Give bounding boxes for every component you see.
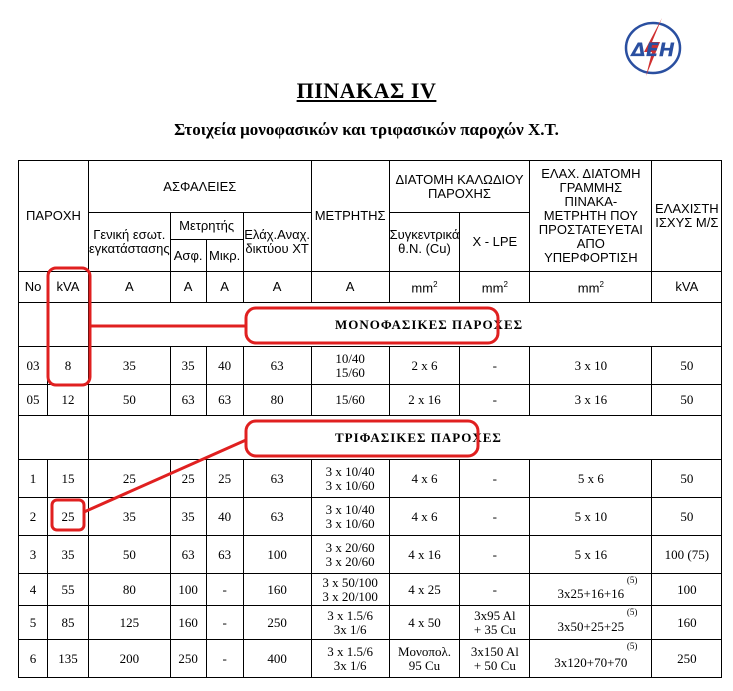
table-row: 3 35 50 63 63 100 3 x 20/60 3 x 20/60 4 x 16 - 5 x 16 100 (75) [19, 536, 722, 574]
table-row: 03 8 35 35 40 63 10/40 15/60 2 x 6 - 3 x 10 50 [19, 347, 722, 385]
section-single-phase: ΜΟΝΟΦΑΣΙΚΕΣ ΠΑΡΟΧΕΣ [335, 316, 524, 332]
page-title: ΠΙΝΑΚΑΣ IV [296, 78, 437, 103]
header-elax-anax: Ελάχ.Αναχ. δικτύου ΧΤ [243, 213, 311, 272]
header-asfaleies: ΑΣΦΑΛΕΙΕΣ [89, 161, 312, 213]
table-row: 1 15 25 25 25 63 3 x 10/40 3 x 10/60 4 x 6 - 5 x 6 50 [19, 460, 722, 498]
header-elaxisti-isxys: ΕΛΑΧΙΣΤΗ ΙΣΧΥΣ Μ/Σ [652, 161, 722, 272]
header-xlpe: Χ - LPE [460, 213, 530, 272]
table-row: 4 55 80 100 - 160 3 x 50/100 3 x 20/100 4 x 25 - (5) 3x25+16+16 100 [19, 574, 722, 606]
unit-a: A [311, 272, 389, 303]
header-asf: Ασφ. [170, 240, 206, 272]
unit-kva: kVA [652, 272, 722, 303]
header-metritis-group: Μετρητής [170, 213, 243, 240]
table-row: 6 135 200 250 - 400 3 x 1.5/6 3x 1/6 Μονοπολ. 95 Cu 3x150 Al + 50 Cu (5) 3x120+70+70 250 [19, 640, 722, 678]
header-mikr: Μικρ. [206, 240, 243, 272]
header-diatomi-kalodiou: ΔΙΑΤΟΜΗ ΚΑΛΩΔΙΟΥ ΠΑΡΟΧΗΣ [389, 161, 530, 213]
page-subtitle: Στοιχεία μονοφασικών και τριφασικών παροχών Χ.Τ. [174, 120, 559, 139]
svg-text:ΔΕΗ: ΔΕΗ [631, 39, 675, 61]
unit-a: A [206, 272, 243, 303]
header-geniki: Γενική εσωτ. εγκατάστασης [89, 213, 171, 272]
header-metritis: ΜΕΤΡΗΤΗΣ [311, 161, 389, 272]
unit-a: A [170, 272, 206, 303]
unit-mm2: $mm^2$ [460, 272, 530, 303]
table-row: 05 12 50 63 63 80 15/60 2 x 16 - 3 x 16 50 [19, 385, 722, 416]
unit-a: A [89, 272, 171, 303]
table-row: 2 25 35 35 40 63 3 x 10/40 3 x 10/60 4 x 6 - 5 x 10 50 [19, 498, 722, 536]
unit-mm2: $mm^2$ [389, 272, 460, 303]
unit-no: No [19, 272, 48, 303]
unit-a: A [243, 272, 311, 303]
dei-logo [622, 16, 686, 78]
supply-table [18, 160, 722, 678]
unit-mm2: $mm^2$ [530, 272, 652, 303]
table-row: 5 85 125 160 - 250 3 x 1.5/6 3x 1/6 4 x 50 3x95 Al + 35 Cu (5) 3x50+25+25 160 [19, 606, 722, 640]
unit-kva: kVA [48, 272, 89, 303]
section-three-phase: ΤΡΙΦΑΣΙΚΕΣ ΠΑΡΟΧΕΣ [335, 429, 502, 445]
header-sygkentrika: Συγκεντρικά θ.Ν. (Cu) [389, 213, 460, 272]
header-elax-diatomi: ΕΛΑΧ. ΔΙΑΤΟΜΗ ΓΡΑΜΜΗΣ ΠΙΝΑΚΑ-ΜΕΤΡΗΤΗ ΠΟΥ ΠΡΟΣΤΑΤΕΥΕΤΑΙ ΑΠΟ ΥΠΕΡΦΟΡΤΙΣΗ [530, 161, 652, 272]
header-paroxi: ΠΑΡΟΧΗ [19, 161, 89, 272]
